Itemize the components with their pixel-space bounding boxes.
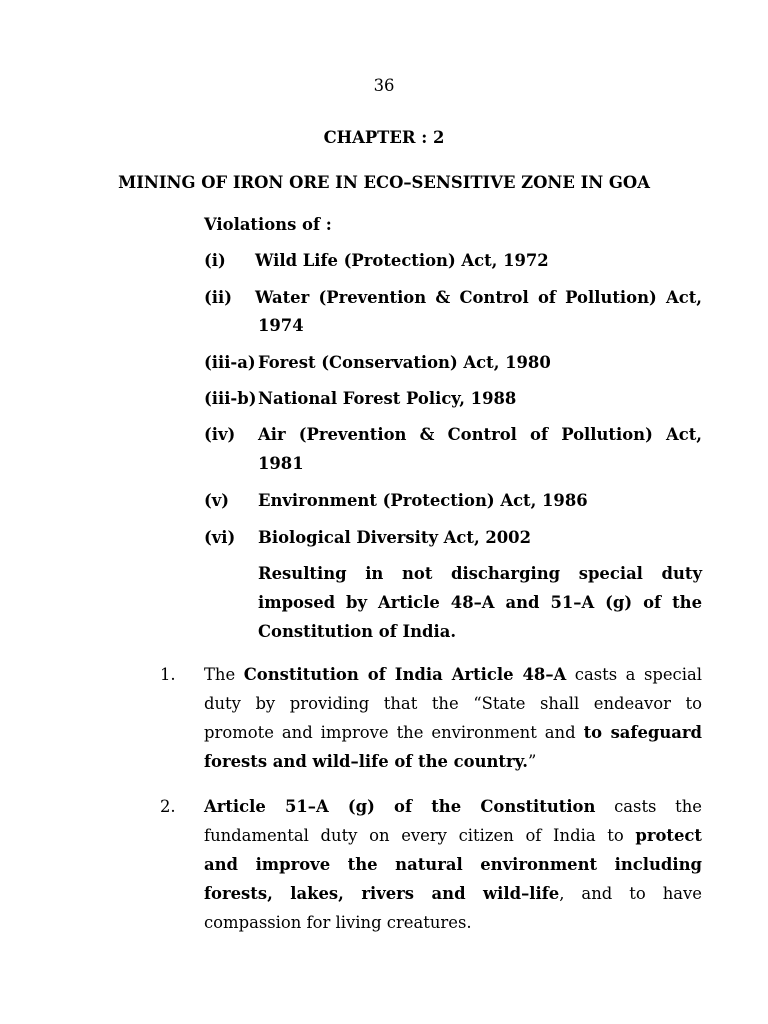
text-run: casts a special — [566, 665, 702, 684]
violation-label: (ii) — [204, 288, 232, 307]
resulting-line: imposed by Article 48–A and 51–A (g) of the — [258, 593, 702, 612]
resulting-line: Constitution of India. — [258, 622, 457, 641]
violation-item — [204, 288, 702, 348]
violation-label: (vi) — [204, 528, 236, 547]
violation-text: Forest (Conservation) Act, 1980 — [258, 353, 551, 372]
text-run: fundamental duty on every citizen of India to — [204, 826, 636, 845]
chapter-title: MINING OF IRON ORE IN ECO–SENSITIVE ZONE IN GOA — [118, 173, 650, 192]
violation-item — [204, 353, 702, 372]
text-run: ” — [527, 752, 537, 771]
para-1 — [204, 660, 702, 776]
emphasis: forests and wild–life of the country. — [204, 752, 528, 771]
para-2-number: 2. — [160, 797, 176, 816]
violations-heading: Violations of : — [204, 215, 332, 234]
emphasis: protect — [635, 826, 702, 845]
text-run: casts the — [595, 797, 703, 816]
text-run: duty by providing that the “State shall endeavor to — [204, 694, 702, 713]
text-run: , and to have — [559, 884, 703, 903]
violation-text: Wild Life (Protection) Act, 1972 — [255, 251, 549, 270]
text-run: The — [204, 665, 244, 684]
violation-text-cont: 1981 — [258, 454, 304, 473]
violation-label: (i) — [204, 251, 226, 270]
violation-label: (iv) — [204, 425, 236, 444]
violation-text: Environment (Protection) Act, 1986 — [258, 491, 588, 510]
violation-item — [204, 491, 702, 510]
text-run: promote and improve the environment and — [204, 723, 584, 742]
emphasis: and improve the natural environment including — [204, 855, 702, 874]
page-number: 36 — [373, 76, 395, 95]
violation-item — [204, 528, 702, 547]
emphasis: to safeguard — [583, 723, 702, 742]
emphasis: forests, lakes, rivers and wild–life — [204, 884, 560, 903]
text-run: compassion for living creatures. — [204, 913, 472, 932]
violation-label: (iii-a) — [204, 353, 256, 372]
para-1-number: 1. — [160, 665, 176, 684]
para-2 — [204, 792, 702, 937]
violation-label: (iii-b) — [204, 389, 257, 408]
resulting-statement — [258, 559, 702, 646]
violation-item — [204, 389, 702, 408]
violation-label: (v) — [204, 491, 230, 510]
violation-text: Biological Diversity Act, 2002 — [258, 528, 531, 547]
resulting-line: Resulting in not discharging special duty — [258, 564, 702, 583]
violation-text: National Forest Policy, 1988 — [258, 389, 517, 408]
emphasis: Constitution of India Article 48–A — [243, 665, 567, 684]
violation-text: Air (Prevention & Control of Pollution) Act, — [258, 425, 702, 444]
chapter-heading: CHAPTER : 2 — [323, 128, 445, 147]
emphasis: Article 51–A (g) of the Constitution — [204, 797, 596, 816]
violation-text: Water (Prevention & Control of Pollution) Act, — [255, 288, 702, 307]
violation-text-cont: 1974 — [258, 316, 304, 335]
violation-item — [204, 251, 702, 270]
violation-item — [204, 425, 702, 485]
